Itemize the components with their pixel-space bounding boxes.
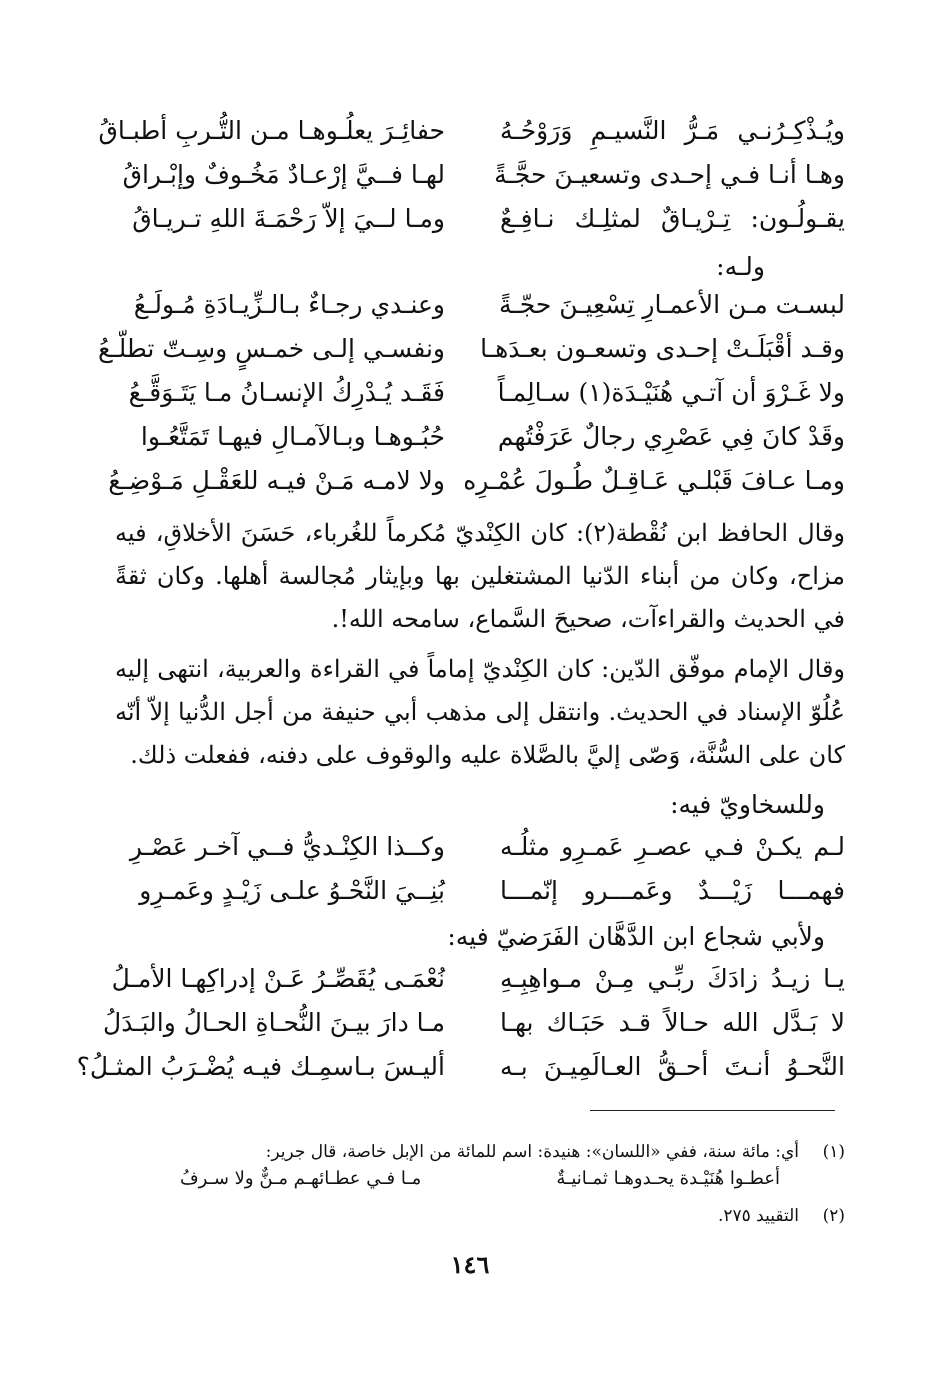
verse-row [100,956,845,1000]
verse-row [100,1000,845,1044]
footnote-number: (٢) [822,1206,845,1226]
verse-second-hemistich: حفائِـرَ يعلُـوهـا مـن التُّـربِ أطبـاقُ [98,115,445,145]
footnote-verse [180,1168,780,1189]
verse-row [100,868,845,912]
section-label-sakhawi: وللسخاويّ فيه: [670,790,825,819]
verse-second-hemistich: مـا دارَ بيـنَ النُّحـاةِ الحـالُ والبَـدَلُ [103,1007,445,1037]
footnote-number: (١) [822,1142,845,1162]
verse-row [100,108,845,152]
verse-row [100,370,845,414]
verse-first-hemistich: وقَدْ كانَ فِي عَصْرِي رجالٌ عَرَفْتُهم [497,421,845,451]
verse-row [100,282,845,326]
verse-first-hemistich: ومـا عـافَ قَبْلـي عَـاقِـلٌ طُـولَ عُمْـرِه [463,465,845,495]
paragraph-muwaffaq-al-din [115,648,845,777]
verse-second-hemistich: لهـا فــيَّ إرْعـادٌ مَخُـوفٌ وإبْـراقُ [122,159,445,189]
verse-second-hemistich: حُبُـوهـا وبـالآمـالِ فيهـا تَمَتَّعُـوا [140,421,445,451]
verse-second-hemistich: وكــذا الكِنْـديُّ فــي آخـر عَصْـرِ [129,831,445,861]
verse-first-hemistich: ويُـذْكِـرُنـي مَـرُّ النَّسيـمِ وَرَوْحُـهُ [500,115,845,145]
footnote-text: التقييد ٢٧٥. [717,1206,799,1226]
verse-second-hemistich: نُعْمَـى يُقَصِّـرُ عَـنْ إدراكِهـا الأمـلُ [111,963,445,993]
verse-row [100,196,845,240]
poem-stanza-3 [100,824,845,912]
poem-stanza-4 [76,956,845,1088]
verse-first-hemistich: فهمـــا زَيْـــدٌ وعَمـــرو إنّمـــا [500,875,845,905]
paragraph-ibn-nuqta [115,512,845,641]
section-label-ibn-dahhan: ولأبي شجاع ابن الدَّهَّان الفَرَضيّ فيه: [447,922,825,951]
verse-second-hemistich: ولا لامـه مَـنْ فيـه للعَقْـلِ مَـوْضِـعُ [108,465,445,495]
verse-row [76,1044,845,1088]
paragraph-text: وقال الإمام موفّق الدّين: كان الكِنْديّ إماماً في القراءة والعربية، انتهى إليه عُلُوّ الإسناد في الحديث. وانتقل إلى مذهب أبي حنيفة من أجل الدُّنيا إلاّ أنّه كان على السُّنَّة، وَصّى إليَّ بالصَّلاة عليه والوقوف على دفنه، ففعلت ذلك. [115,655,846,769]
verse-first-hemistich: لبسـت مـن الأعمـارِ تِسْعِيـنَ حجّـةً [499,289,845,319]
verse-row [100,414,845,458]
verse-first-hemistich: يقـولُـون: تِـرْيـاقٌ لمثلِـك نـافِـعٌ [500,203,845,233]
verse-second-hemistich: أليـسَ بـاسمِـك فيـه يُضْـرَبُ المثـلُ؟ [76,1051,445,1081]
page-number: ١٤٦ [450,1250,490,1279]
footnote-2 [110,1206,845,1226]
verse-first-hemistich: وهـا أنـا فـي إحـدى وتسعيـنَ حجَّـةً [494,159,845,189]
verse-second-hemistich: ونفسـي إلـى خمـسٍ وسِـتّ تطلّـعُ [97,333,445,363]
footnote-divider [590,1110,835,1111]
footnote-text: أي: مائة سنة، ففي «اللسان»: هنيدة: اسم للمائة من الإبل خاصة، قال جرير: [265,1142,799,1162]
verse-first-hemistich: وقـد أقْبَلَـتْ إحـدى وتسعـون بعـدَهـا [480,333,845,363]
verse-second-hemistich: فَقَـد يُـدْرِكُ الإنسـانُ مـا يَتَـوَقَّـعُ [128,377,445,407]
verse-first-hemistich: ولا غَـرْوَ أن آتـي هُنَيْـدَة(١) سـالِمـاً [497,377,845,407]
footnote-verse-second-hemistich: مـا فـي عطـائهـم مـنٌّ ولا سـرفُ [180,1168,422,1189]
verse-row [100,824,845,868]
paragraph-text: وقال الحافظ ابن نُقْطة(٢): كان الكِنْديّ مُكرماً للغُرباء، حَسَنَ الأخلاقِ، فيه مزاح، وكان من أبناء الدّنيا المشتغلين بها وبإيثار مُجالسة أهلها. وكان ثقةً في الحديث والقراءآت، صحيحَ السَّماع، سامحه الله!. [115,519,846,633]
verse-row [100,152,845,196]
poem-stanza-2 [97,282,845,502]
verse-second-hemistich: بُنِــيَ النَّحْـوُ علـى زَيْـدٍ وعَمـرِو [139,875,445,905]
footnote-1 [110,1142,845,1162]
verse-first-hemistich: يـا زيـدُ زادَكَ ربِّـي مِـنْ مـواهِبِـهِ [500,963,845,993]
verse-first-hemistich: لا بَـدَّل الله حـالاً قـد حَبَـاك بهـا [500,1007,845,1037]
verse-first-hemistich: النَّحـوُ أنـتَ أحـقُّ العـالَمِيـنَ بـه [500,1051,845,1081]
footnote-verse-first-hemistich: أعطـوا هُنَيْـدة يحـدوهـا ثمـانيـةٌ [556,1168,780,1189]
verse-second-hemistich: وعنـدي رجـاءٌ بـالـزِّيـادَةِ مُـولَـعُ [133,289,445,319]
verse-row [100,458,845,502]
poem-stanza-1 [100,108,845,240]
verse-first-hemistich: لـم يكـنْ فـي عصـرِ عَمـرِو مثلُـه [500,831,845,861]
verse-row [97,326,845,370]
section-label-wa-lahu: ولـه: [716,252,765,281]
verse-second-hemistich: ومـا لــيَ إلاّ رَحْمَـةَ اللهِ تـريـاقُ [132,203,445,233]
